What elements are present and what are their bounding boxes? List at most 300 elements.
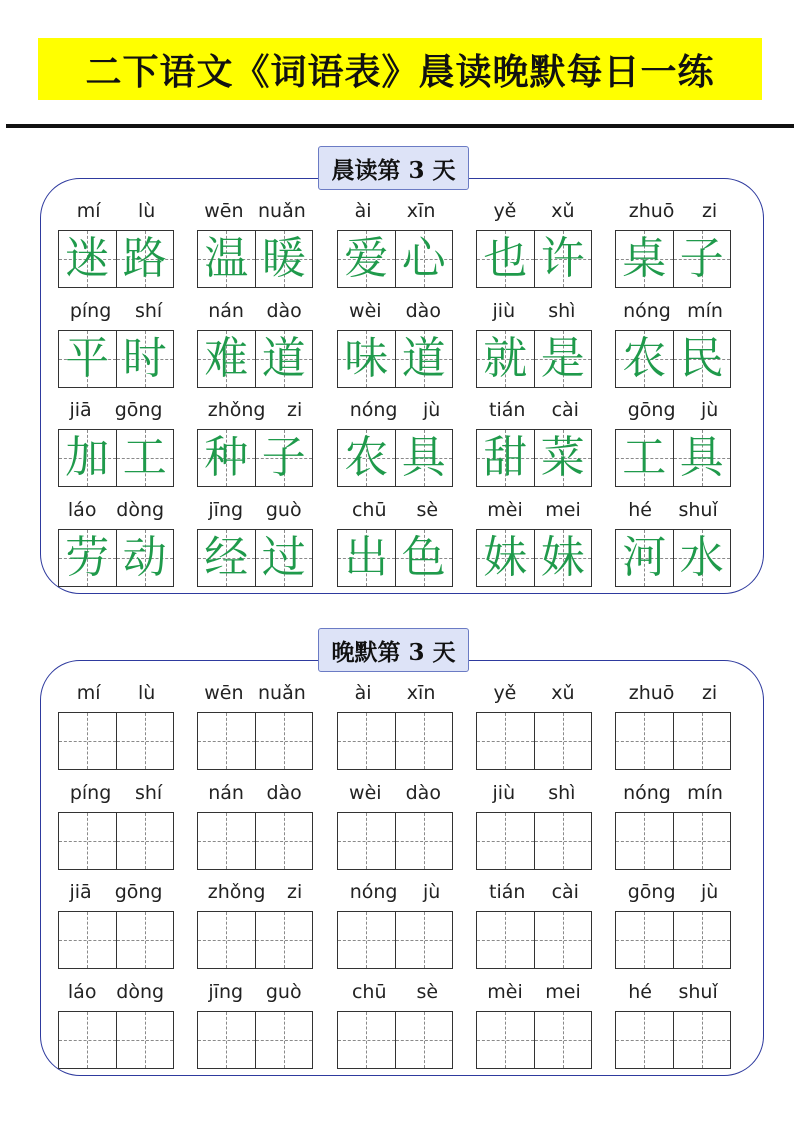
tianzige-cell [395, 331, 453, 387]
pinyin-line [615, 395, 731, 425]
pinyin-line [476, 296, 592, 326]
pinyin-line [58, 495, 174, 525]
tianzige-box [476, 330, 592, 388]
pinyin-syllable: nán [208, 781, 244, 804]
tianzige-cell[interactable] [59, 713, 116, 769]
tianzige-cell[interactable] [338, 1012, 395, 1068]
tianzige-cell[interactable] [255, 1012, 313, 1068]
tianzige-box [476, 230, 592, 288]
pinyin-syllable: jiā [69, 399, 92, 421]
tianzige-cell[interactable] [395, 713, 453, 769]
pinyin-syllable: mèi [487, 980, 523, 1003]
hanzi-character: 河 [622, 531, 667, 583]
word-card [197, 296, 313, 392]
pinyin-syllable: jù [700, 881, 719, 903]
hanzi-character: 迷 [65, 233, 110, 284]
tianzige-cell [477, 430, 534, 486]
word-card [615, 678, 731, 774]
tianzige-box[interactable] [197, 1011, 313, 1069]
tianzige-cell [198, 530, 255, 586]
tianzige-cell[interactable] [116, 813, 174, 869]
tianzige-cell [255, 231, 313, 287]
pinyin-syllable: yě [493, 200, 517, 222]
tianzige-cell[interactable] [338, 713, 395, 769]
tianzige-box [58, 230, 174, 288]
tianzige-cell[interactable] [198, 813, 255, 869]
pinyin-line [197, 877, 313, 907]
word-card [58, 296, 174, 392]
pinyin-syllable: cài [551, 399, 579, 421]
word-card [58, 877, 174, 973]
pinyin-syllable: nán [208, 299, 244, 322]
tianzige-box [58, 529, 174, 587]
word-card [337, 877, 453, 973]
tianzige-box [615, 529, 731, 587]
pinyin-syllable: wēn [204, 682, 244, 704]
pinyin-syllable: píng [69, 781, 112, 804]
tianzige-cell[interactable] [395, 813, 453, 869]
word-card [476, 495, 592, 591]
tianzige-box[interactable] [197, 911, 313, 969]
tianzige-box[interactable] [337, 911, 453, 969]
pinyin-syllable: lù [137, 682, 156, 704]
word-card [476, 678, 592, 774]
pinyin-line [337, 977, 453, 1007]
pinyin-syllable: ài [354, 682, 372, 704]
word-card [615, 196, 731, 292]
pinyin-line [337, 678, 453, 708]
pinyin-line [615, 877, 731, 907]
pinyin-line [337, 395, 453, 425]
tianzige-cell [116, 231, 174, 287]
tianzige-box[interactable] [615, 712, 731, 770]
pinyin-line [615, 778, 731, 808]
tianzige-box[interactable] [337, 1011, 453, 1069]
tianzige-cell [116, 430, 174, 486]
word-card [337, 778, 453, 874]
tianzige-cell[interactable] [477, 1012, 534, 1068]
pinyin-syllable: cài [551, 881, 579, 903]
word-card [337, 196, 453, 292]
pinyin-syllable: dòng [116, 980, 165, 1003]
pinyin-syllable: lù [137, 200, 156, 222]
pinyin-syllable: zi [701, 200, 718, 222]
tianzige-cell[interactable] [616, 813, 673, 869]
tianzige-cell[interactable] [673, 912, 731, 968]
pinyin-syllable: gōng [627, 399, 676, 421]
pinyin-line [615, 977, 731, 1007]
hanzi-character: 工 [622, 432, 667, 483]
tianzige-cell [673, 331, 731, 387]
tianzige-cell[interactable] [534, 813, 592, 869]
pinyin-line [58, 395, 174, 425]
hanzi-character: 心 [401, 233, 446, 284]
tianzige-cell [198, 231, 255, 287]
pinyin-syllable: nuǎn [257, 682, 306, 704]
hanzi-character: 加 [65, 432, 110, 483]
tianzige-cell [616, 231, 673, 287]
pinyin-line [476, 778, 592, 808]
pinyin-syllable: zi [701, 682, 718, 704]
tianzige-cell [198, 331, 255, 387]
pinyin-line [197, 678, 313, 708]
tianzige-cell [395, 231, 453, 287]
tianzige-box[interactable] [58, 812, 174, 870]
pinyin-syllable: nóng [349, 399, 398, 421]
tianzige-cell [338, 530, 395, 586]
word-card [615, 296, 731, 392]
word-card [615, 877, 731, 973]
pinyin-syllable: sè [416, 498, 439, 521]
pinyin-syllable: mèi [487, 498, 523, 521]
hanzi-character: 时 [122, 332, 167, 384]
tianzige-cell [673, 530, 731, 586]
word-card [197, 196, 313, 292]
pinyin-syllable: shuǐ [678, 498, 718, 521]
tianzige-cell[interactable] [255, 912, 313, 968]
hanzi-character: 种 [204, 432, 249, 483]
pinyin-syllable: shuǐ [678, 980, 718, 1003]
tianzige-cell[interactable] [477, 713, 534, 769]
pinyin-syllable: zi [286, 881, 303, 903]
word-card [337, 296, 453, 392]
pinyin-syllable: mí [76, 200, 101, 222]
pinyin-line [337, 196, 453, 226]
pinyin-syllable: shí [134, 781, 163, 804]
tianzige-box[interactable] [615, 911, 731, 969]
pinyin-line [476, 678, 592, 708]
tianzige-cell [616, 530, 673, 586]
pinyin-line [476, 196, 592, 226]
hanzi-character: 过 [261, 531, 306, 583]
pinyin-line [197, 495, 313, 525]
word-card [615, 395, 731, 491]
tianzige-cell [477, 331, 534, 387]
pinyin-syllable: dòng [116, 498, 165, 521]
tianzige-box [58, 429, 174, 487]
word-card [197, 678, 313, 774]
pinyin-syllable: xīn [406, 682, 436, 704]
pinyin-syllable: nuǎn [257, 200, 306, 222]
tianzige-cell[interactable] [59, 912, 116, 968]
word-card [476, 877, 592, 973]
word-card [476, 296, 592, 392]
tianzige-box[interactable] [337, 812, 453, 870]
tianzige-cell[interactable] [338, 813, 395, 869]
hanzi-character: 妹 [483, 531, 528, 583]
hanzi-character: 许 [540, 233, 585, 284]
tianzige-cell [616, 430, 673, 486]
pinyin-syllable: zhuō [628, 682, 675, 704]
pinyin-syllable: láo [67, 980, 97, 1003]
tianzige-cell[interactable] [255, 813, 313, 869]
pinyin-syllable: xīn [406, 200, 436, 222]
pinyin-syllable: jù [422, 399, 441, 421]
hanzi-character: 甜 [483, 432, 528, 483]
hanzi-character: 难 [204, 332, 249, 384]
pinyin-syllable: dào [405, 781, 441, 804]
tianzige-cell [59, 530, 116, 586]
tianzige-cell [395, 530, 453, 586]
tianzige-cell [395, 430, 453, 486]
tianzige-box[interactable] [58, 712, 174, 770]
page-title: 二下语文《词语表》晨读晚默每日一练 [85, 51, 715, 93]
pinyin-line [58, 877, 174, 907]
tianzige-cell[interactable] [673, 813, 731, 869]
tianzige-cell[interactable] [477, 813, 534, 869]
hanzi-character: 民 [679, 332, 724, 384]
word-card [615, 495, 731, 591]
tianzige-cell[interactable] [198, 912, 255, 968]
pinyin-syllable: shì [548, 781, 576, 804]
tianzige-cell [338, 231, 395, 287]
hanzi-character: 道 [401, 332, 446, 384]
hanzi-character: 出 [344, 531, 389, 583]
tianzige-cell [477, 231, 534, 287]
pinyin-syllable: gōng [114, 399, 163, 421]
pinyin-syllable: chū [351, 498, 387, 521]
pinyin-syllable: píng [69, 299, 112, 322]
pinyin-syllable: nóng [623, 299, 671, 322]
tianzige-cell [616, 331, 673, 387]
hanzi-character: 道 [261, 332, 306, 384]
tianzige-box [197, 330, 313, 388]
tianzige-cell[interactable] [673, 1012, 731, 1068]
pinyin-line [197, 296, 313, 326]
tianzige-cell[interactable] [338, 912, 395, 968]
tianzige-cell [59, 430, 116, 486]
tianzige-cell[interactable] [395, 1012, 453, 1068]
word-card [58, 196, 174, 292]
pinyin-syllable: mín [687, 781, 723, 804]
pinyin-line [337, 778, 453, 808]
tianzige-cell[interactable] [534, 713, 592, 769]
word-card [197, 977, 313, 1073]
word-card [197, 395, 313, 491]
hanzi-character: 桌 [622, 233, 667, 284]
hanzi-character: 具 [679, 432, 724, 483]
hanzi-character: 平 [65, 332, 110, 384]
tianzige-cell [673, 231, 731, 287]
tianzige-cell[interactable] [673, 713, 731, 769]
hanzi-character: 温 [204, 233, 249, 284]
pinyin-syllable: hé [628, 498, 652, 521]
tianzige-cell [116, 331, 174, 387]
word-card [337, 395, 453, 491]
pinyin-syllable: shí [134, 299, 163, 322]
tianzige-box[interactable] [337, 712, 453, 770]
pinyin-line [337, 877, 453, 907]
tianzige-box [476, 529, 592, 587]
pinyin-syllable: jiā [69, 881, 92, 903]
pinyin-syllable: jiù [492, 299, 516, 322]
tianzige-box [337, 230, 453, 288]
word-card [476, 778, 592, 874]
pinyin-line [58, 977, 174, 1007]
pinyin-line [476, 395, 592, 425]
tianzige-cell [673, 430, 731, 486]
word-card [476, 196, 592, 292]
hanzi-character: 劳 [65, 531, 110, 583]
pinyin-syllable: wèi [349, 299, 382, 322]
pinyin-syllable: nóng [349, 881, 398, 903]
pinyin-line [58, 196, 174, 226]
tianzige-box[interactable] [615, 1011, 731, 1069]
pinyin-syllable: guò [265, 980, 302, 1003]
tianzige-box[interactable] [476, 712, 592, 770]
pinyin-syllable: jiù [492, 781, 516, 804]
word-card [476, 977, 592, 1073]
tianzige-box [337, 529, 453, 587]
tianzige-box[interactable] [58, 911, 174, 969]
tianzige-box[interactable] [58, 1011, 174, 1069]
hanzi-character: 农 [344, 432, 389, 483]
pinyin-syllable: nóng [623, 781, 671, 804]
hanzi-character: 就 [483, 332, 528, 384]
tianzige-box[interactable] [197, 712, 313, 770]
pinyin-syllable: xǔ [551, 682, 575, 704]
hanzi-character: 具 [401, 432, 446, 483]
hanzi-character: 也 [483, 233, 528, 284]
hanzi-character: 味 [344, 332, 389, 384]
pinyin-syllable: wèi [349, 781, 382, 804]
pinyin-line [476, 877, 592, 907]
tianzige-box[interactable] [476, 1011, 592, 1069]
pinyin-line [615, 196, 731, 226]
tianzige-cell [338, 430, 395, 486]
tianzige-box [337, 429, 453, 487]
morning-reading-label: 晨读第 3 天 [318, 146, 469, 190]
pinyin-syllable: tián [489, 881, 526, 903]
tianzige-cell [534, 331, 592, 387]
tianzige-cell[interactable] [59, 1012, 116, 1068]
tianzige-cell[interactable] [198, 1012, 255, 1068]
pinyin-syllable: dào [266, 299, 302, 322]
tianzige-cell [59, 331, 116, 387]
pinyin-syllable: zhǒng [207, 399, 266, 421]
pinyin-syllable: shì [548, 299, 576, 322]
pinyin-syllable: jù [422, 881, 441, 903]
tianzige-cell[interactable] [477, 912, 534, 968]
pinyin-syllable: mí [76, 682, 101, 704]
word-card [476, 395, 592, 491]
word-card [337, 678, 453, 774]
tianzige-box [197, 429, 313, 487]
pinyin-line [58, 778, 174, 808]
tianzige-box [615, 429, 731, 487]
pinyin-syllable: dào [405, 299, 441, 322]
hanzi-character: 路 [122, 233, 167, 284]
tianzige-box[interactable] [615, 812, 731, 870]
hanzi-character: 农 [622, 332, 667, 384]
pinyin-syllable: sè [416, 980, 439, 1003]
pinyin-syllable: ài [354, 200, 372, 222]
word-card [58, 495, 174, 591]
tianzige-cell[interactable] [616, 1012, 673, 1068]
word-card [58, 977, 174, 1073]
hanzi-character: 水 [679, 531, 724, 583]
tianzige-box [615, 330, 731, 388]
pinyin-line [337, 296, 453, 326]
pinyin-syllable: mín [687, 299, 723, 322]
pinyin-syllable: jīng [208, 498, 244, 521]
pinyin-syllable: gōng [627, 881, 676, 903]
tianzige-cell [534, 530, 592, 586]
word-card [615, 778, 731, 874]
word-card [615, 977, 731, 1073]
tianzige-cell[interactable] [116, 713, 174, 769]
word-card [197, 495, 313, 591]
hanzi-character: 动 [122, 531, 167, 583]
hanzi-character: 暖 [261, 233, 306, 284]
tianzige-cell [255, 430, 313, 486]
tianzige-cell[interactable] [616, 912, 673, 968]
hanzi-character: 经 [204, 531, 249, 583]
tianzige-cell [116, 530, 174, 586]
word-card [58, 678, 174, 774]
pinyin-syllable: dào [266, 781, 302, 804]
word-card [337, 495, 453, 591]
word-card [58, 395, 174, 491]
tianzige-box[interactable] [197, 812, 313, 870]
pinyin-line [197, 977, 313, 1007]
word-card [197, 778, 313, 874]
pinyin-line [476, 977, 592, 1007]
tianzige-cell[interactable] [616, 713, 673, 769]
hanzi-character: 子 [261, 432, 306, 483]
pinyin-syllable: wēn [204, 200, 244, 222]
hanzi-character: 爱 [344, 233, 389, 284]
tianzige-cell [534, 430, 592, 486]
tianzige-cell[interactable] [116, 1012, 174, 1068]
tianzige-cell[interactable] [534, 912, 592, 968]
pinyin-syllable: jīng [208, 980, 244, 1003]
tianzige-cell [255, 530, 313, 586]
tianzige-cell [255, 331, 313, 387]
tianzige-cell [59, 231, 116, 287]
pinyin-line [58, 296, 174, 326]
tianzige-cell [477, 530, 534, 586]
tianzige-cell[interactable] [255, 713, 313, 769]
pinyin-syllable: zhuō [628, 200, 675, 222]
hanzi-character: 菜 [540, 432, 585, 483]
pinyin-line [58, 678, 174, 708]
tianzige-box [337, 330, 453, 388]
word-card [337, 977, 453, 1073]
title-divider [6, 124, 794, 128]
pinyin-syllable: hé [628, 980, 652, 1003]
title-banner [38, 38, 762, 100]
tianzige-box[interactable] [476, 812, 592, 870]
hanzi-character: 色 [401, 531, 446, 583]
pinyin-line [476, 495, 592, 525]
tianzige-cell [534, 231, 592, 287]
tianzige-cell[interactable] [198, 713, 255, 769]
pinyin-line [337, 495, 453, 525]
tianzige-cell[interactable] [59, 813, 116, 869]
pinyin-syllable: gōng [114, 881, 163, 903]
tianzige-cell[interactable] [116, 912, 174, 968]
tianzige-cell[interactable] [395, 912, 453, 968]
tianzige-box[interactable] [476, 911, 592, 969]
pinyin-line [197, 196, 313, 226]
pinyin-syllable: xǔ [551, 200, 575, 222]
tianzige-cell[interactable] [534, 1012, 592, 1068]
pinyin-syllable: mei [545, 498, 581, 521]
pinyin-line [615, 678, 731, 708]
pinyin-syllable: guò [265, 498, 302, 521]
word-card [58, 778, 174, 874]
